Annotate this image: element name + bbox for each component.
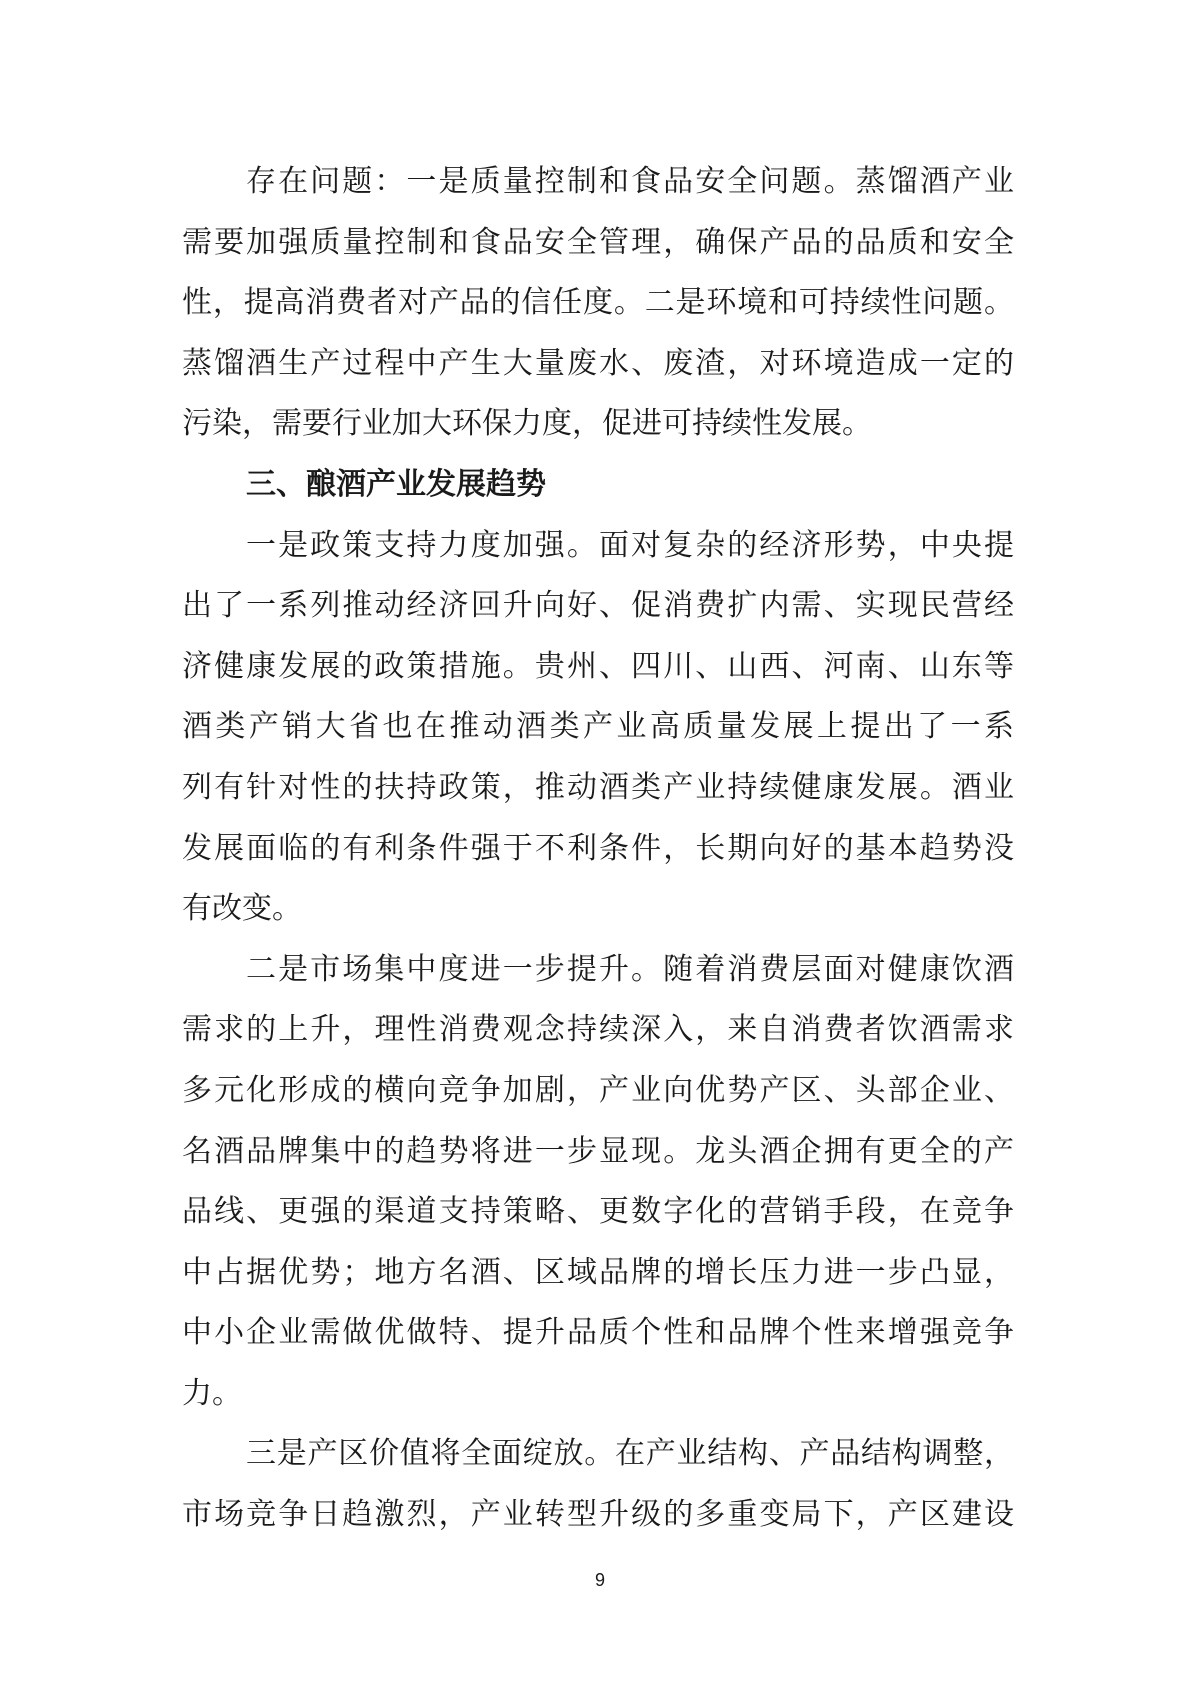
text-line: 存在问题：一是质量控制和食品安全问题。蒸馏酒产业 [246,164,1014,199]
text-line: 列有针对性的扶持政策，推动酒类产业持续健康发展。酒业 [182,769,1014,805]
text-line: 市场竞争日趋激烈，产业转型升级的多重变局下，产区建设 [182,1497,1014,1533]
page-number: 9 [594,1570,605,1590]
text-line: 中占据优势；地方名酒、区域品牌的增长压力进一步凸显， [182,1254,1014,1290]
text-line: 力。 [182,1375,242,1411]
document-body [182,152,1014,1546]
text-line: 二是市场集中度进一步提升。随着消费层面对健康饮酒 [246,951,1014,987]
paragraph [182,516,1014,940]
heading-text: 三、酿酒产业发展趋势 [246,466,546,502]
text-line: 有改变。 [182,891,302,927]
text-line: 三是产区价值将全面绽放。在产业结构、产品结构调整， [246,1436,1014,1472]
paragraph [182,940,1014,1425]
text-line: 中小企业需做优做特、提升品质个性和品牌个性来增强竞争 [182,1315,1014,1351]
text-line: 性，提高消费者对产品的信任度。二是环境和可持续性问题。 [182,285,1014,321]
text-line: 需求的上升，理性消费观念持续深入，来自消费者饮酒需求 [182,1012,1014,1048]
text-line: 需要加强质量控制和食品安全管理，确保产品的品质和安全 [182,224,1014,260]
text-line: 济健康发展的政策措施。贵州、四川、山西、河南、山东等 [182,648,1014,684]
text-line: 蒸馏酒生产过程中产生大量废水、废渣，对环境造成一定的 [182,345,1014,381]
text-line: 发展面临的有利条件强于不利条件，长期向好的基本趋势没 [182,830,1014,866]
paragraph [182,152,1014,455]
text-line: 出了一系列推动经济回升向好、促消费扩内需、实现民营经 [182,588,1014,624]
text-line: 名酒品牌集中的趋势将进一步显现。龙头酒企拥有更全的产 [182,1133,1014,1169]
text-line: 酒类产销大省也在推动酒类产业高质量发展上提出了一系 [182,709,1014,745]
section-heading [182,455,1014,516]
paragraph [182,1424,1014,1545]
text-line: 污染，需要行业加大环保力度，促进可持续性发展。 [182,406,872,442]
text-line: 多元化形成的横向竞争加剧，产业向优势产区、头部企业、 [182,1072,1014,1108]
text-line: 品线、更强的渠道支持策略、更数字化的营销手段，在竞争 [182,1194,1014,1230]
text-line: 一是政策支持力度加强。面对复杂的经济形势，中央提 [246,527,1014,563]
